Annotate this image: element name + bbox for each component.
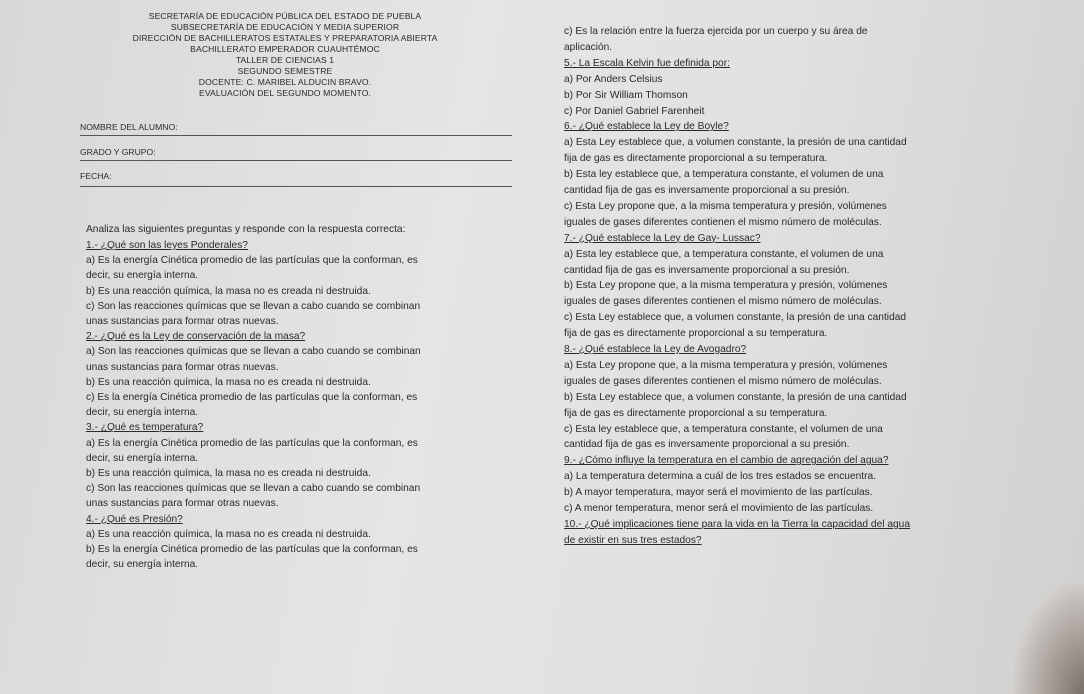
answer-option: c) Esta Ley establece que, a volumen constante, la presión de una cantidad <box>564 312 907 324</box>
header-line: SEGUNDO SEMESTRE <box>237 66 333 76</box>
answer-option: b) Esta ley establece que, a temperatura constante, el volumen de una <box>564 169 884 181</box>
group-label: GRADO Y GRUPO: <box>80 147 156 157</box>
answer-option: c) Son las reacciones químicas que se llevan a cabo cuando se combinan <box>86 300 421 312</box>
answer-option: a) Esta ley establece que, a temperatura constante, el volumen de una <box>564 248 884 260</box>
answer-option: a) Esta Ley propone que, a la misma temperatura y presión, volúmenes <box>564 359 888 371</box>
header-line: BACHILLERATO EMPERADOR CUAUHTÉMOC <box>190 44 380 54</box>
answer-option: a) Son las reacciones químicas que se llevan a cabo cuando se combinan <box>86 346 421 358</box>
question-heading: 3.- ¿Qué es temperatura? <box>86 422 204 434</box>
instructions: Analiza las siguientes preguntas y responde con la respuesta correcta: <box>86 224 406 235</box>
answer-option: decir, su energía interna. <box>86 452 199 464</box>
answer-option: b) Es una reacción química, la masa no es creada ni destruida. <box>86 376 371 388</box>
answer-option: c) A menor temperatura, menor será el movimiento de las partículas. <box>564 503 874 514</box>
answer-option: fija de gas es directamente proporcional a su temperatura. <box>564 407 828 419</box>
answer-option: c) Por Daniel Gabriel Farenheit <box>564 105 705 117</box>
answer-option: b) A mayor temperatura, mayor será el movimiento de las partículas. <box>564 487 873 499</box>
question-heading: 6.- ¿Qué establece la Ley de Boyle? <box>564 121 729 133</box>
answer-option: b) Esta Ley establece que, a volumen constante, la presión de una cantidad <box>564 391 907 403</box>
answer-option: c) Es la energía Cinética promedio de las partículas que la conforman, es <box>86 392 418 403</box>
question-heading: 9.- ¿Cómo influye la temperatura en el cambio de agregación del agua? <box>564 455 889 467</box>
question-heading: 2.- ¿Qué es la Ley de conservación de la masa? <box>86 331 306 343</box>
question-heading: 7.- ¿Qué establece la Ley de Gay- Lussac? <box>564 232 761 244</box>
answer-option: iguales de gases diferentes contienen el mismo número de moléculas. <box>564 296 882 308</box>
question-heading: 8.- ¿Qué establece la Ley de Avogadro? <box>564 344 747 355</box>
answer-option: cantidad fija de gas es inversamente proporcional a su presión. <box>564 439 850 451</box>
answer-option: unas sustancias para formar otras nuevas. <box>86 361 279 373</box>
question-heading: 4.- ¿Qué es Presión? <box>86 513 183 525</box>
student-name-label: NOMBRE DEL ALUMNO: <box>80 122 178 132</box>
answer-option: decir, su energía interna. <box>86 270 199 282</box>
header-line: SECRETARÍA DE EDUCACIÓN PÚBLICA DEL ESTADO DE PUEBLA <box>148 11 422 21</box>
answer-option: fija de gas es directamente proporcional a su temperatura. <box>564 153 828 165</box>
header-line: DIRECCIÓN DE BACHILLERATOS ESTATALES Y PREPARATORIA ABIERTA <box>132 33 438 43</box>
date-label: FECHA: <box>80 171 112 181</box>
question-heading: de existir en sus tres estados? <box>564 534 702 546</box>
answer-option: unas sustancias para formar otras nuevas. <box>86 498 279 510</box>
answer-option: a) Es una reacción química, la masa no es creada ni destruida. <box>86 528 371 540</box>
answer-option: b) Es una reacción química, la masa no es creada ni destruida. <box>86 468 371 479</box>
question-heading: 5.- La Escala Kelvin fue definida por: <box>564 57 730 69</box>
answer-option: fija de gas es directamente proporcional a su temperatura. <box>564 328 828 340</box>
answer-option: a) Por Anders Celsius <box>564 73 663 85</box>
header-line: EVALUACIÓN DEL SEGUNDO MOMENTO. <box>199 88 371 98</box>
answer-option: decir, su energía interna. <box>86 559 199 571</box>
header-line: DOCENTE: C. MARIBEL ALDUCIN BRAVO. <box>198 77 372 87</box>
answer-option: b) Es una reacción química, la masa no es creada ni destruida. <box>86 285 371 297</box>
answer-option: unas sustancias para formar otras nuevas. <box>86 316 279 327</box>
answer-option: iguales de gases diferentes contienen el mismo número de moléculas. <box>564 375 882 387</box>
header-line: SUBSECRETARÍA DE EDUCACIÓN Y MEDIA SUPERIOR <box>170 22 400 32</box>
answer-option: a) Es la energía Cinética promedio de las partículas que la conforman, es <box>86 255 418 267</box>
answer-option: b) Es la energía Cinética promedio de las partículas que la conforman, es <box>86 544 418 555</box>
answer-option: b) Esta Ley propone que, a la misma temperatura y presión, volúmenes <box>564 280 888 292</box>
group-field[interactable] <box>80 160 512 161</box>
answer-option: a) Es la energía Cinética promedio de las partículas que la conforman, es <box>86 437 418 449</box>
student-name-field[interactable] <box>80 135 512 136</box>
answer-option: b) Por Sir William Thomson <box>564 89 688 101</box>
answer-option: decir, su energía interna. <box>86 407 199 419</box>
answer-option: c) Esta Ley propone que, a la misma temperatura y presión, volúmenes <box>564 200 887 212</box>
answer-option: cantidad fija de gas es inversamente proporcional a su presión. <box>564 185 850 196</box>
question-heading: 1.- ¿Qué son las leyes Ponderales? <box>86 240 248 251</box>
answer-option: a) Esta Ley establece que, a volumen constante, la presión de una cantidad <box>564 137 907 149</box>
answer-option: a) La temperatura determina a cuál de los tres estados se encuentra. <box>564 471 877 483</box>
answer-option: cantidad fija de gas es inversamente proporcional a su presión. <box>564 264 850 276</box>
page-shadow <box>1014 584 1084 694</box>
header-line: TALLER DE CIENCIAS 1 <box>235 55 335 65</box>
date-field[interactable] <box>80 186 512 187</box>
answer-option: iguales de gases diferentes contienen el mismo número de moléculas. <box>564 216 882 228</box>
question-heading: 10.- ¿Qué implicaciones tiene para la vida en la Tierra la capacidad del agua <box>564 518 911 530</box>
answer-option: c) Son las reacciones químicas que se llevan a cabo cuando se combinan <box>86 483 421 495</box>
answer-option: c) Esta ley establece que, a temperatura constante, el volumen de una <box>564 423 883 435</box>
answer-option: aplicación. <box>564 41 613 53</box>
answer-option: c) Es la relación entre la fuerza ejercida por un cuerpo y su área de <box>564 26 868 37</box>
